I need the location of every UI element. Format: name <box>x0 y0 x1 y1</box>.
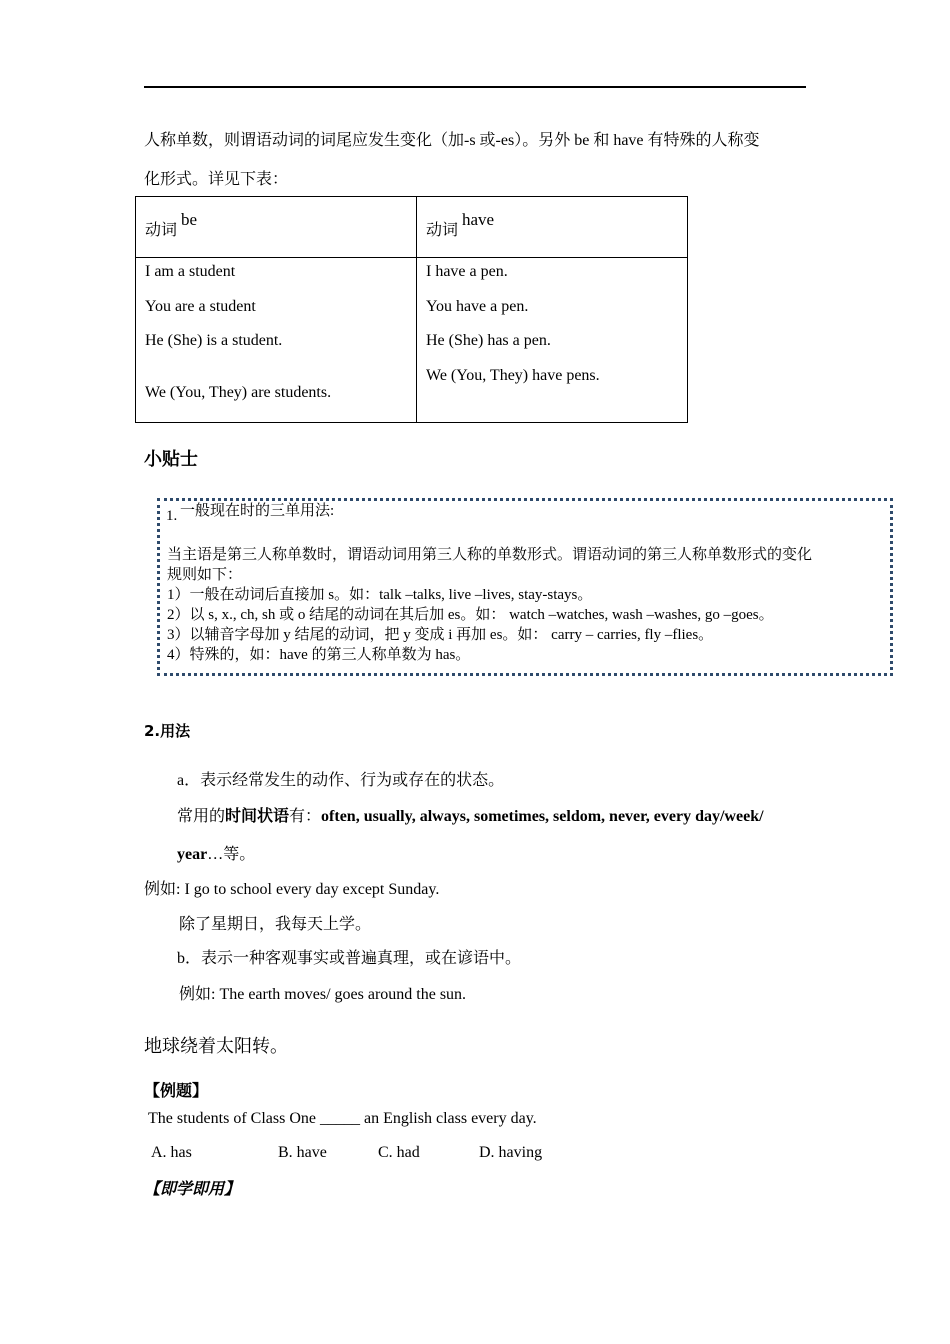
intro-line-1: 人称单数，则谓语动词的词尾应发生变化（加-s 或-es）。另外 be 和 have 有特殊的人称变 <box>144 132 760 149</box>
common-adverbials-line-2 <box>177 841 255 864</box>
exercise-question: The students of Class One _____ an English class every day. <box>148 1110 537 1127</box>
table-header-have <box>417 197 688 258</box>
tips-number: 1. <box>166 508 178 524</box>
tips-title: 小贴士 <box>144 449 198 470</box>
header-be-prefix: 动词 <box>145 222 178 239</box>
option-b: B. have <box>278 1144 327 1161</box>
common-prefix: 常用的 <box>177 808 226 825</box>
practice-title: 【即学即用】 <box>144 1179 241 1198</box>
table-header-be <box>136 197 417 258</box>
intro-line-2: 化形式。详见下表： <box>144 171 289 188</box>
option-a: A. has <box>151 1144 192 1161</box>
header-be-word: be <box>181 210 198 229</box>
header-have-prefix: 动词 <box>426 222 459 239</box>
common-adverbials-line <box>177 803 764 826</box>
tips-box <box>157 498 893 676</box>
be-row-2: You are a student <box>145 298 256 315</box>
common-bold-term: 时间状语 <box>225 806 290 825</box>
verb-conjugation-table <box>135 196 688 423</box>
have-row-4: We (You, They) have pens. <box>426 367 600 384</box>
usage-b: b．表示一种客观事实或普遍真理，或在谚语中。 <box>177 950 522 967</box>
option-c: C. had <box>378 1144 420 1161</box>
header-have-word: have <box>462 210 495 229</box>
usage-a: a．表示经常发生的动作、行为或存在的状态。 <box>177 772 505 789</box>
common-mid: 有： <box>289 808 322 825</box>
example-2-translation: 地球绕着太阳转。 <box>144 1036 288 1056</box>
usage-title: 2.用法 <box>144 722 191 740</box>
tips-heading: 一般现在时的三单用法: <box>180 503 335 519</box>
have-row-2: You have a pen. <box>426 298 529 315</box>
example-1: 例如: I go to school every day except Sunday. <box>144 881 440 898</box>
tips-rule-2: 2）以 s, x., ch, sh 或 o 结尾的动词在其后加 es。如： watch –watches, wash –washes, go –goes。 <box>167 607 774 623</box>
exercise-title: 【例题】 <box>144 1081 209 1100</box>
example-2: 例如: The earth moves/ goes around the sun. <box>179 986 467 1003</box>
tips-rule-1: 1）一般在动词后直接加 s。如：talk –talks, live –lives, stay-stays。 <box>167 587 593 603</box>
option-d: D. having <box>479 1144 543 1161</box>
be-row-4: We (You, They) are students. <box>145 384 332 401</box>
be-row-3: He (She) is a student. <box>145 332 283 349</box>
tips-line-2: 规则如下： <box>167 567 243 583</box>
header-rule <box>144 86 806 88</box>
be-row-1: I am a student <box>145 263 236 280</box>
have-examples-cell <box>417 258 688 423</box>
have-row-1: I have a pen. <box>426 263 508 280</box>
example-1-translation: 除了星期日，我每天上学。 <box>179 916 372 933</box>
common-words: often, usually, always, sometimes, seldom, never, every day/week/ <box>321 808 764 825</box>
tips-rule-4: 4）特殊的，如：have 的第三人称单数为 has。 <box>167 647 471 663</box>
common-end: …等。 <box>207 846 256 863</box>
have-row-3: He (She) has a pen. <box>426 332 551 349</box>
be-examples-cell <box>136 258 417 423</box>
common-words-2: year <box>177 846 208 863</box>
tips-line-1: 当主语是第三人称单数时，谓语动词用第三人称的单数形式。谓语动词的第三人称单数形式的变化 <box>167 547 813 563</box>
tips-rule-3: 3）以辅音字母加 y 结尾的动词，把 y 变成 i 再加 es。如： carry – carries, fly –flies。 <box>167 627 714 643</box>
